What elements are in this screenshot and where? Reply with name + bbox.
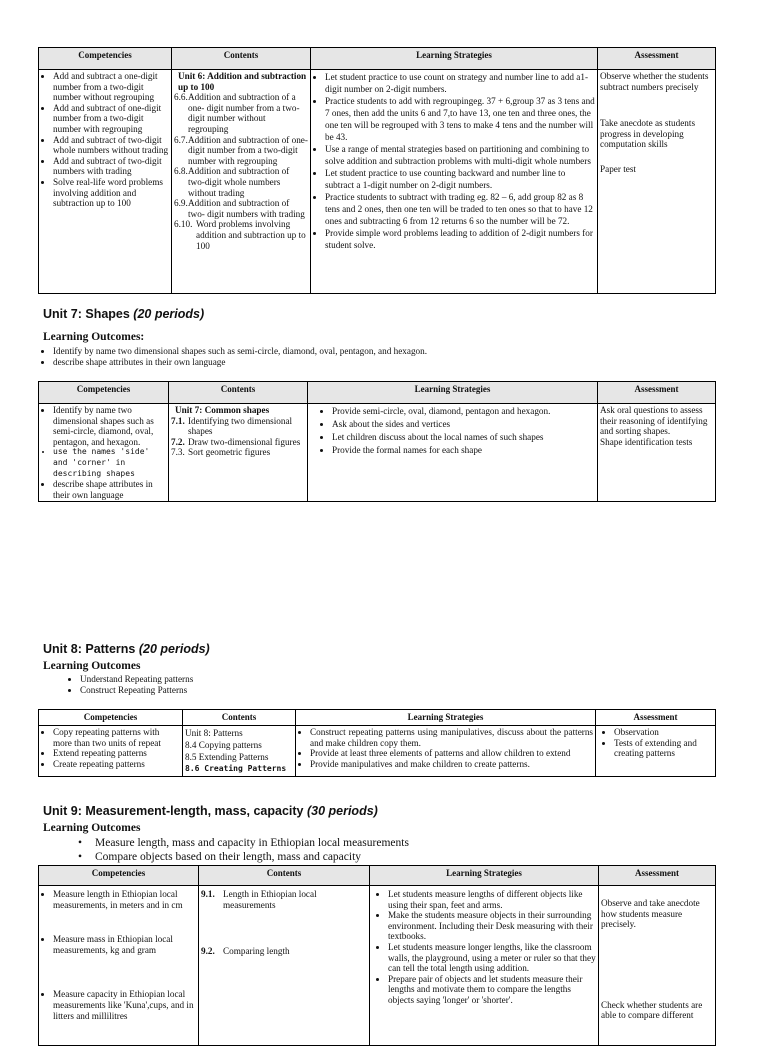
list-item: • describe shape attributes in their own language [53, 479, 166, 500]
list-item: • Provide the formal names for each shape [332, 444, 595, 457]
list-item: • Provide simple word problems leading to addition of 2-digit numbers for student solve. [325, 227, 595, 251]
strategies-cell [296, 726, 596, 777]
assessment-item: Observe and take anecdote how students measure precisely. [601, 898, 700, 930]
list-item: • Add and subtract a one-digit number from a two-digit number without regrouping [53, 71, 169, 103]
list-item: • Identify by name two dimensional shapes such as semi-circle, diamond, oval, pentagon, and hexagon. [53, 405, 166, 447]
assessment-cell [598, 404, 716, 502]
list-item: • Measure capacity in Ethiopian local measurements like 'Kuna',cups, and in litters and millilitres [53, 989, 196, 1021]
list-item: • Add and subtract of two-digit whole numbers without trading [53, 135, 169, 156]
list-item: • Understand Repeating patterns [80, 674, 720, 685]
header-strategies: Learning Strategies [311, 48, 598, 70]
assessment-item: Take anecdote as students progress in developing computation skills [600, 118, 696, 150]
list-item: • Provide at least three elements of patterns and allow children to extend [310, 748, 593, 759]
unit8-learning-outcomes-title: Learning Outcomes [43, 660, 141, 672]
header-strategies: Learning Strategies [296, 710, 596, 726]
contents-title: Unit 6: Addition and subtraction up to 100 [178, 71, 307, 92]
list-item: 8.6 Creating Patterns [185, 764, 287, 773]
list-item: • Practice students to subtract with trading eg. 82 – 6, add group 82 as 8 tens and 2 ones, then one ten will be traded to ten ones so that to have 12 ones and subtracting 6 from 12 returns 6 so the number will be 72. [325, 191, 595, 227]
unit8-title [43, 642, 210, 656]
list-item: • Add and subtract of two-digit numbers with trading [53, 156, 169, 177]
competencies-cell [39, 726, 183, 777]
list-item: • describe shape attributes in their own language [53, 357, 733, 368]
assessment-cell [596, 726, 716, 777]
list-item: • Extend repeating patterns [53, 748, 180, 759]
unit6-table [38, 47, 716, 294]
list-item: Addition and subtraction of a one- digit number from a two-digit number without regrouping [188, 92, 300, 134]
assessment-cell [599, 886, 716, 1046]
assessment-item: Shape identification tests [600, 436, 693, 447]
assessment-cell [598, 70, 716, 294]
list-item: • Compare objects based on their length, mass and capacity [78, 851, 362, 863]
list-item: • Let students measure lengths of different objects like using their span, feet and arms. [388, 889, 596, 910]
outcome-text: Compare objects based on their length, mass and capacity [95, 851, 362, 863]
header-assessment: Assessment [596, 710, 716, 726]
header-competencies: Competencies [39, 710, 183, 726]
unit-title-text: Unit 8: Patterns [43, 642, 139, 656]
list-item: Addition and subtraction of one-digit number from a two-digit number with regrouping [188, 134, 308, 166]
list-item: Word problems involving addition and subtraction up to 100 [196, 219, 306, 251]
list-item: • Let students measure longer lengths, like the classroom walls, the playground, using a meter or ruler so that they can tell the total length using addition. [388, 942, 596, 974]
header-contents: Contents [172, 48, 311, 70]
list-item: 8.5 Extending Patterns [185, 752, 269, 762]
list-item: • Practice students to add with regroupingeg. 37 + 6,group 37 as 3 tens and 7 ones, then add the units 6 and 7,to have 13, one ten and three ones, the one ten will be regrouped with 3 tens to make 4 tens and the number will be 43. [325, 95, 595, 143]
list-item: • Add and subtract of one-digit number from a two-digit number with regrouping [53, 103, 169, 135]
list-item: Comparing length [223, 946, 290, 957]
list-item: • Construct Repeating Patterns [80, 685, 720, 696]
header-assessment: Assessment [599, 866, 716, 886]
unit-title-text: Unit 9: Measurement-length, mass, capacity [43, 804, 307, 818]
unit7-title [43, 307, 204, 321]
header-competencies: Competencies [39, 382, 169, 404]
unit9-learning-outcomes-title: Learning Outcomes [43, 822, 141, 834]
item-number: 6.6. [174, 92, 188, 103]
contents-cell [169, 404, 308, 502]
list-item: • Measure length in Ethiopian local measurements, in meters and in cm [53, 889, 196, 910]
item-number: 6.7. [174, 134, 188, 145]
list-item: Draw two-dimensional figures [188, 436, 301, 447]
list-item: • use the names 'side' and 'corner' in describing shapes [53, 447, 166, 479]
item-number: 6.9. [174, 198, 188, 209]
contents-cell [172, 70, 311, 294]
list-item: Unit 8: Patterns [185, 728, 243, 738]
header-contents: Contents [183, 710, 296, 726]
list-item: • Copy repeating patterns with more than two units of repeat [53, 727, 180, 748]
list-item: • Use a range of mental strategies based on partitioning and combining to solve addition and subtraction problems with multi-digit whole numbers [325, 143, 595, 167]
unit9-title [43, 804, 378, 818]
list-item: • Let children discuss about the local names of such shapes [332, 431, 595, 444]
list-item: • Let student practice to use counting backward and number line to subtract a 1-digit number on 2-digit numbers. [325, 167, 595, 191]
list-item: • Solve real-life word problems involving addition and subtraction up to 100 [53, 177, 169, 209]
list-item: • Provide manipulatives and make children to create patterns. [310, 759, 593, 770]
header-competencies: Competencies [39, 48, 172, 70]
unit-periods: (30 periods) [306, 804, 378, 818]
list-item: Length in Ethiopian local measurements [223, 889, 317, 910]
competencies-cell [39, 70, 172, 294]
list-item: Identifying two dimensional shapes [188, 415, 293, 437]
unit8-outcomes [68, 674, 720, 696]
header-strategies: Learning Strategies [308, 382, 598, 404]
list-item: • Identify by name two dimensional shapes such as semi-circle, diamond, oval, pentagon, and hexagon. [53, 346, 733, 357]
assessment-item: Check whether students are able to compare different [601, 999, 703, 1021]
item-number: 7.3. [171, 447, 185, 458]
unit-periods: (20 periods) [133, 307, 205, 321]
list-item: Addition and subtraction of two-digit whole numbers without trading [188, 166, 290, 198]
competencies-cell [39, 404, 169, 502]
unit9-table [38, 865, 716, 1046]
list-item: • Make the students measure objects in their surrounding environment. Including their Desk measuring with their textbooks. [388, 910, 596, 942]
item-number: 6.10. [174, 219, 193, 230]
contents-cell [183, 726, 296, 777]
item-number: 7.2. [171, 436, 185, 447]
assessment-item: Paper test [600, 163, 636, 174]
item-number: 9.2. [201, 946, 215, 957]
strategies-cell [370, 886, 599, 1046]
list-item: • Observation [614, 727, 713, 738]
list-item: • Measure length, mass and capacity in Ethiopian local measurements [78, 837, 409, 849]
contents-title: Unit 7: Common shapes [175, 405, 270, 415]
unit-title-text: Unit 7: Shapes [43, 307, 134, 321]
unit9-outcomes [78, 836, 708, 864]
header-strategies: Learning Strategies [370, 866, 599, 886]
list-item: • Measure mass in Ethiopian local measurements, kg and gram [53, 934, 196, 955]
header-competencies: Competencies [39, 866, 199, 886]
strategies-cell [308, 404, 598, 502]
item-number: 6.8. [174, 166, 188, 177]
header-assessment: Assessment [598, 48, 716, 70]
list-item: Addition and subtraction of two- digit numbers with trading [188, 198, 305, 219]
list-item: • Provide semi-circle, oval, diamond, pentagon and hexagon. [332, 405, 595, 418]
unit-periods: (20 periods) [138, 642, 210, 656]
header-contents: Contents [169, 382, 308, 404]
header-contents: Contents [199, 866, 370, 886]
list-item: • Construct repeating patterns using manipulatives, discuss about the patterns and make children copy them. [310, 727, 593, 748]
list-item: Sort geometric figures [188, 447, 271, 458]
list-item: • Ask about the sides and vertices [332, 418, 595, 431]
outcome-text: Measure length, mass and capacity in Ethiopian local measurements [95, 837, 409, 849]
unit8-table [38, 709, 716, 777]
list-item: • Tests of extending and creating patterns [614, 738, 713, 759]
unit7-outcomes [43, 346, 733, 368]
item-number: 9.1. [201, 889, 215, 899]
contents-cell [199, 886, 370, 1046]
assessment-item: Observe whether the students subtract numbers precisely [600, 71, 709, 92]
item-number: 7.1. [171, 415, 185, 426]
competencies-cell [39, 886, 199, 1046]
unit7-learning-outcomes-title: Learning Outcomes: [43, 331, 145, 343]
strategies-cell [311, 70, 598, 294]
unit7-table [38, 381, 716, 502]
list-item: 8.4 Copying patterns [185, 740, 262, 750]
list-item: • Create repeating patterns [53, 759, 180, 770]
list-item: • Let student practice to use count on strategy and number line to add a1-digit number on 2-digit numbers. [325, 71, 595, 95]
header-assessment: Assessment [598, 382, 716, 404]
list-item: • Prepare pair of objects and let students measure their lengths and motivate them to compare the lengths objects saying 'longer' or 'shorter'. [388, 974, 596, 1006]
assessment-item: Ask oral questions to assess their reasoning of identifying and sorting shapes. [600, 405, 708, 437]
